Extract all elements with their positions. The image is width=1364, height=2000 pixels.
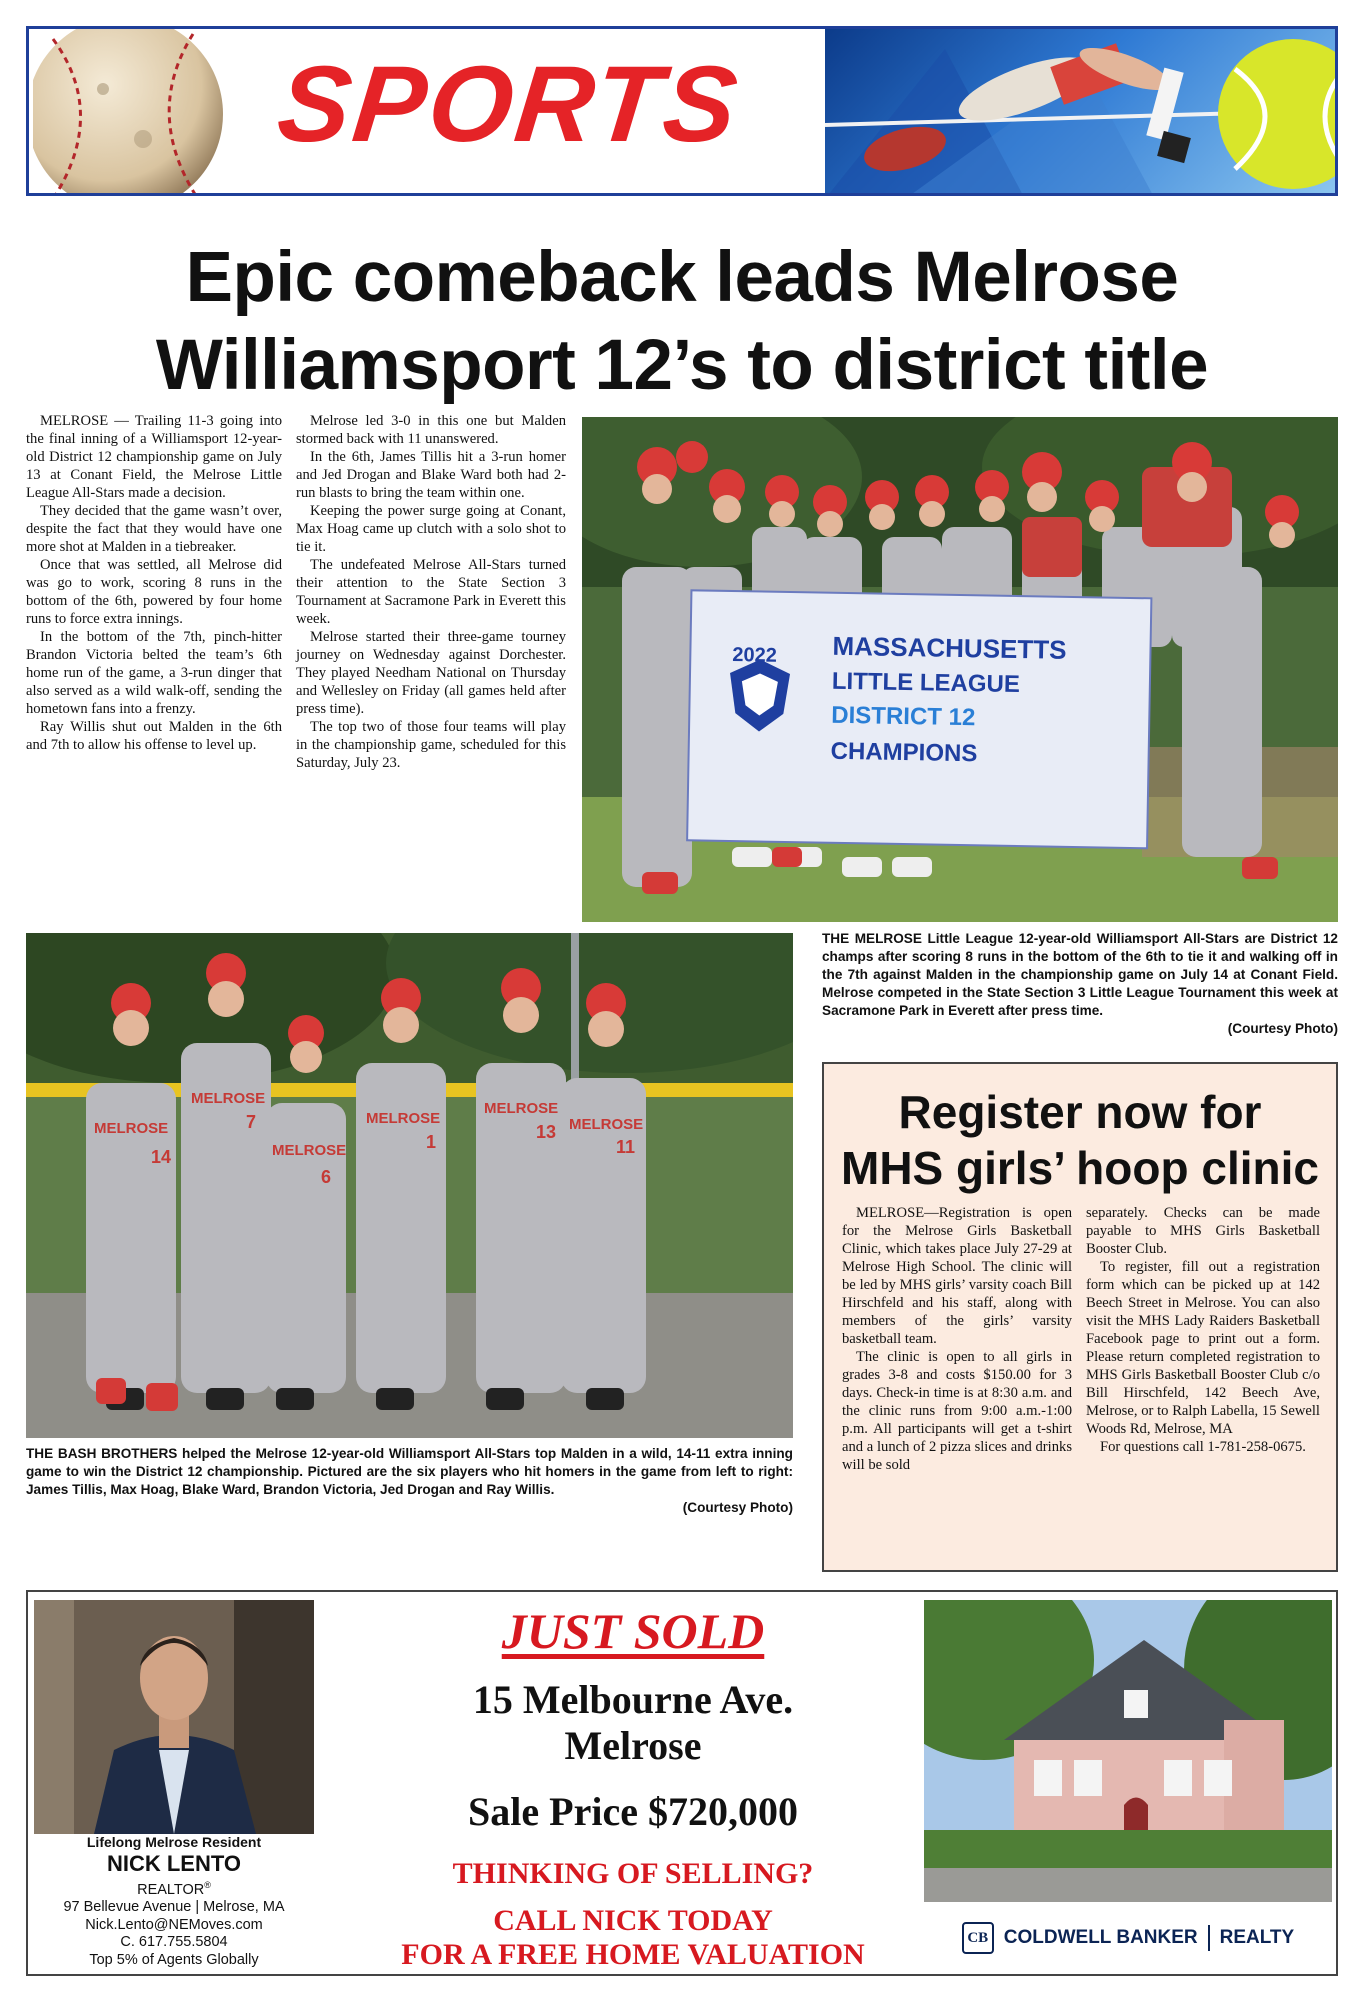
jersey-number: 7 [246, 1112, 257, 1132]
banner-line-3: DISTRICT 12 [831, 701, 976, 732]
clinic-paragraph: For questions call 1-781-258-0675. [1100, 1439, 1306, 1455]
article-paragraph: In the 6th, James Tillis hit a 3-run homer and Jed Drogan and Blake Ward both had 2-run blasts to bring the team within one. [296, 449, 566, 501]
registered-mark: ® [204, 1880, 211, 1890]
jersey-text: MELROSE [569, 1116, 644, 1133]
cta-line-3: FOR A FREE HOME VALUATION [401, 1938, 865, 1971]
jersey-number: 1 [426, 1132, 437, 1152]
hoop-clinic-column-1 [842, 1204, 1072, 1474]
jersey-number: 13 [536, 1122, 557, 1142]
sports-masthead [26, 26, 1338, 196]
agent-tagline: Lifelong Melrose Resident [86, 1834, 262, 1850]
bash-brothers-photo [26, 933, 793, 1438]
clinic-paragraph: The clinic is open to all girls in grades 3-8 and costs $150.00 for 3 days. Check-in time is at 8:30 a.m. and the clinic runs from 9:00 a.m.-1:00 p.m. All participants will get a t-shirt and a lunch of 2 pizza slices and drinks will be sold [842, 1349, 1072, 1473]
headline-line-1: Epic comeback leads Melrose [185, 238, 1179, 317]
banner-line-1: MASSACHUSETTS [832, 630, 1067, 665]
jersey-text: MELROSE [366, 1110, 441, 1127]
baseball-icon [33, 29, 223, 196]
agent-email: Nick.Lento@NEMoves.com [85, 1916, 263, 1933]
jersey-number: 11 [616, 1137, 636, 1157]
coldwell-banker-logo-icon: CB [962, 1922, 994, 1954]
cta-line-2: CALL NICK TODAY [493, 1904, 773, 1937]
agent-address: 97 Bellevue Avenue | Melrose, MA [63, 1899, 285, 1916]
article-paragraph: Once that was settled, all Melrose did was go to work, scoring 8 runs in the bottom of the 6th, powered by four home runs to force extra innings. [26, 557, 282, 627]
agent-rank: Top 5% of Agents Globally [89, 1951, 259, 1968]
hoop-clinic-column-2 [1086, 1204, 1320, 1456]
article-paragraph: Melrose started their three-game tourney journey on Wednesday against Dorchester. They played Needham National on Thursday and Wellesley on Friday (all games held after press time). [296, 629, 566, 717]
agent-name: NICK LENTO [106, 1851, 242, 1876]
article-paragraph: They decided that the game wasn’t over, despite the fact that they would have one more shot at Malden in a tiebreaker. [26, 503, 282, 555]
caption-text: THE MELROSE Little League 12-year-old Williamsport All-Stars are District 12 champs after scoring 8 runs in the bottom of the 6th to tie it and walking off in the 7th against Malden in the championship game on July 14 at Conant Field. Melrose competed in the State Section 3 Little League Tournament this week at Sacramone Park in Everett after press time. [822, 931, 1338, 1018]
listing-details [328, 1592, 938, 1978]
team-photo-caption [822, 930, 1338, 1038]
hoop-clinic-headline-line-1: Register now for [898, 1086, 1262, 1138]
article-column-2 [296, 412, 566, 772]
article-paragraph: The undefeated Melrose All-Stars turned their attention to the State Section 3 Tournament at Sacramone Park in Everett this week. [296, 557, 566, 627]
article-paragraph: The top two of those four teams will play in the championship game, scheduled for this Saturday, July 23. [296, 719, 566, 771]
section-title: SPORTS [272, 43, 746, 164]
team-banner-photo [582, 417, 1338, 922]
sale-price: Sale Price $720,000 [468, 1789, 798, 1834]
agent-info [34, 1834, 314, 1969]
banner-year: 2022 [732, 644, 778, 667]
caption-text: THE BASH BROTHERS helped the Melrose 12-year-old Williamsport All-Stars top Malden in a wild, 14-11 extra inning game to win the District 12 championship. Pictured are the six players who hit homers in the game from left to right: James Tillis, Max Hoag, Blake Ward, Brandon Victoria, Jed Drogan and Ray Willis. [26, 1446, 793, 1497]
brokerage-logo [924, 1914, 1332, 1962]
clinic-paragraph: MELROSE—Registration is open for the Melrose Girls Basketball Clinic, which takes place July 27-29 at Melrose High School. The clinic will be led by MHS girls’ varsity coach Bill Hirschfeld and his staff, along with members of the girls’ varsity basketball team. [842, 1205, 1072, 1347]
article-paragraph: MELROSE — Trailing 11-3 going into the final inning of a Williamsport 12-year-old District 12 championship game on July 13 at Conant Field, the Melrose Little League All-Stars made a decision. [26, 413, 282, 501]
listing-address-line-2: Melrose [564, 1723, 702, 1768]
high-jumper-illustration [825, 29, 1338, 196]
photo-credit: (Courtesy Photo) [1227, 1021, 1338, 1036]
just-sold-heading: JUST SOLD [501, 1603, 765, 1659]
agent-phone: C. 617.755.5804 [120, 1934, 228, 1951]
agent-title-text: REALTOR [137, 1881, 205, 1898]
banner-line-4: CHAMPIONS [830, 737, 978, 768]
article-paragraph: Melrose led 3-0 in this one but Malden stormed back with 11 unanswered. [296, 413, 566, 447]
jersey-number: 6 [321, 1167, 332, 1187]
hoop-clinic-headline [824, 1084, 1336, 1196]
real-estate-ad [26, 1590, 1338, 1976]
brokerage-name: COLDWELL BANKER [1003, 1927, 1198, 1948]
jersey-text: MELROSE [94, 1120, 169, 1137]
article-paragraph: Ray Willis shut out Malden in the 6th and 7th to allow his offense to level up. [26, 719, 282, 753]
brokerage-divider [1208, 1925, 1210, 1951]
headline-line-2: Williamsport 12’s to district title [155, 326, 1209, 405]
clinic-paragraph: To register, fill out a registration form which can be picked up at 142 Beech Street in Melrose. You can also visit the MHS Lady Raiders Basketball Facebook page to print out a form. Please return completed registration to MHS Girls Basketball Booster Club c/o Bill Hirschfeld, 142 Beech Ave, Melrose, or to Ralph Labella, 15 Sewell Woods Rd, Melrose, MA [1086, 1259, 1320, 1437]
main-headline [26, 234, 1338, 410]
jersey-text: MELROSE [272, 1142, 347, 1159]
clinic-paragraph-continued: separately. Checks can be made payable to MHS Girls Basketball Booster Club. [1086, 1205, 1320, 1257]
agent-title [34, 1877, 314, 1899]
agent-portrait [34, 1600, 314, 1834]
hoop-clinic-headline-line-2: MHS girls’ hoop clinic [841, 1142, 1319, 1194]
hoop-clinic-box [822, 1062, 1338, 1572]
cta-line-1: THINKING OF SELLING? [452, 1857, 814, 1890]
brokerage-suffix: REALTY [1219, 1927, 1295, 1948]
bash-brothers-caption [26, 1445, 793, 1517]
article-paragraph: In the bottom of the 7th, pinch-hitter Brandon Victoria belted the team’s 6th home run of the game, a 3-run dinger that also served as a wild walk-off, sending the hometown fans into a frenzy. [26, 629, 282, 717]
house-photo [924, 1600, 1332, 1902]
jersey-text: MELROSE [191, 1090, 266, 1107]
article-column-1 [26, 412, 282, 754]
jersey-text: MELROSE [484, 1100, 559, 1117]
photo-credit: (Courtesy Photo) [682, 1500, 793, 1515]
jersey-number: 14 [151, 1147, 172, 1167]
listing-address-line-1: 15 Melbourne Ave. [472, 1677, 794, 1722]
article-paragraph: Keeping the power surge going at Conant, Max Hoag came up clutch with a solo shot to tie it. [296, 503, 566, 555]
banner-line-2: LITTLE LEAGUE [831, 667, 1021, 699]
sports-illustration-panel [825, 29, 1338, 196]
